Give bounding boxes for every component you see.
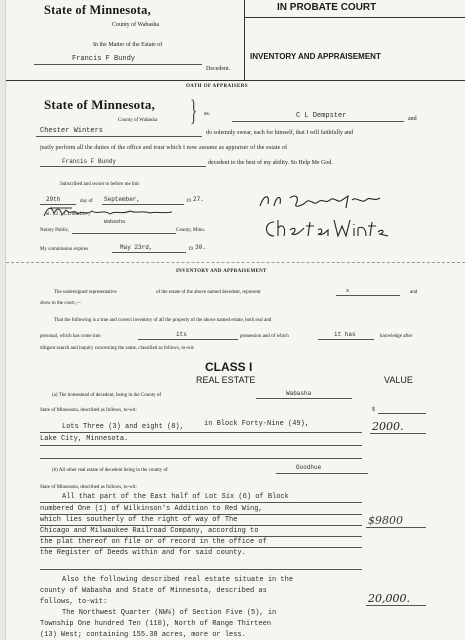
class1-item-b-underline1: [40, 502, 362, 503]
oath-notary-label: Notary Public,: [40, 228, 70, 233]
class1-item-a-desc2-underline: [40, 445, 362, 446]
class1-item-a-value-underline: [370, 433, 426, 434]
oath-solemnly-text: do solemnly swear, each for himself, that I will faithfully and: [206, 130, 354, 136]
header-court-title: IN PROBATE COURT: [277, 2, 377, 13]
class1-item-a-county: Wabasha: [286, 390, 312, 397]
inventory-para1-a: The undersigned representative: [54, 290, 117, 295]
oath-appraiser2-underline: [36, 136, 202, 137]
class1-item-a-desc2: Lake City, Minnesota.: [40, 435, 129, 443]
class1-item-b-desc-line3: which lies southerly of the right of way of The: [40, 516, 238, 524]
inventory-para2-a: That the following is a true and correct inventory of all the property of the above named estate, both real and: [54, 318, 272, 323]
oath-month: September,: [104, 196, 141, 203]
oath-day-of: day of: [80, 199, 93, 204]
class1-item-b-text: (b) All other real estate of decedent being in the county of: [52, 468, 168, 473]
class1-blank-underline: [40, 569, 362, 570]
header-box-divider: [244, 17, 465, 18]
header-decedent-name: Francis F Bundy: [72, 55, 136, 63]
oath-commission-year-prefix: 19: [188, 247, 193, 252]
header-section-title: INVENTORY AND APPRAISEMENT: [250, 52, 381, 61]
class1-item-a-blank-underline: [40, 458, 362, 459]
class1-item-b-underline2: [40, 514, 362, 515]
class1-value-header: VALUE: [384, 375, 413, 385]
inventory-para1-s: s: [346, 288, 350, 294]
inventory-para2-ithas-underline: [318, 339, 374, 340]
class1-nw-value: 20,000.: [368, 592, 410, 605]
class1-item-b-desc-line4: Chicago and Milwaukee Railroad Company, according to: [40, 527, 259, 535]
class1-item-b-county-underline: [276, 473, 368, 474]
inventory-para2-its-underline: [138, 339, 238, 340]
inventory-para2-its: its: [176, 331, 187, 338]
inventory-para2-c: possession and of which: [240, 334, 289, 339]
appraiser-signature2-graphic: [262, 216, 392, 242]
oath-line2: justly perform all the duties of the office and trust which I now assume as appraiser of the estate of: [40, 145, 288, 151]
class1-item-b-value-underline: [366, 527, 426, 528]
oath-title: OATH OF APPRAISERS: [186, 84, 248, 89]
oath-appraiser2: Chester Winters: [40, 127, 104, 135]
class1-item-b-value: $9800: [368, 514, 403, 527]
oath-county-label: County of Wabasha: [118, 118, 158, 123]
class1-item-b-underline3: [40, 525, 362, 526]
class1-item-a-desc1-underline: [40, 432, 362, 433]
class1-nw-line2: Township One hundred Ten (110), North of Range Thirteen: [40, 620, 272, 628]
oath-appraiser1-underline: [232, 121, 404, 122]
class1-item-a-county-underline: [256, 398, 352, 399]
class1-item-b-desc-line1: All that part of the East half of Lot Six (6) of Block: [62, 493, 289, 501]
oath-decedent-underline: [40, 166, 206, 167]
class1-item-a-state: State of Minnesota, described as follows, to-wit:: [40, 408, 137, 413]
appraiser-signature1-graphic: [256, 190, 386, 212]
oath-brace: }: [190, 94, 198, 127]
class1-nw-line3: (13) West; containing 155.38 acres, more or less.: [40, 631, 246, 639]
header-box-left-border: [244, 0, 245, 80]
class1-item-b-desc-line6: the Register of Deeds within and for said county.: [40, 549, 246, 557]
class1-title: CLASS I: [205, 360, 253, 374]
class1-value-a-underline-top: [378, 413, 426, 414]
header-decedent-suffix: Decedent.: [206, 66, 231, 72]
class1-item-a-desc1a: Lots Three (3) and eight (8),: [62, 423, 184, 431]
oath-decedent-name: Francis F Bundy: [62, 158, 117, 165]
class1-item-b-desc-line2: numbered One (1) of Wilkinson's Addition to Red Wing,: [40, 505, 263, 513]
oath-state-title: State of Minnesota,: [44, 97, 156, 112]
header-county-line: County of Wabasha: [112, 22, 160, 28]
inventory-para2-b: personal, which has come into: [40, 334, 101, 339]
header-bottom-rule: [6, 80, 465, 81]
oath-ss: ss.: [204, 111, 211, 117]
oath-commission-underline: [112, 252, 186, 253]
oath-notary-county-suffix: County, Minn.: [176, 228, 205, 233]
class1-item-a-text: (a) The homestead of decedent, being in the County of: [52, 393, 162, 398]
header-state-title: State of Minnesota,: [44, 3, 151, 17]
inventory-para2-ithas: it has: [334, 331, 356, 338]
oath-separator: [6, 262, 465, 263]
class1-item-b-underline4: [40, 536, 362, 537]
class1-item-b-state: State of Minnesota, described as follows, to-wit:: [40, 485, 137, 490]
inventory-para1-and: and: [410, 290, 418, 295]
scan-left-edge: [0, 0, 6, 640]
oath-day: 29th: [46, 196, 61, 203]
class1-also-line2: county of Wabasha and State of Minnesota, described as: [40, 587, 267, 595]
inventory-para1-c: show to the court,—: [40, 301, 81, 306]
class1-item-a-dollar: $: [372, 407, 375, 413]
class1-also-line1: Also the following described real estate situate in the: [62, 576, 294, 584]
class1-item-a-value: 2000.: [372, 420, 404, 433]
oath-year-prefix: 19: [186, 199, 191, 204]
class1-item-b-underline5: [40, 547, 362, 548]
header-decedent-underline: [34, 64, 202, 65]
oath-and1: and: [408, 116, 417, 122]
class1-nw-line1: The Northwest Quarter (NW¼) of Section Five (5), in: [62, 609, 277, 617]
class1-item-a-desc1b: in Block Forty-Nine (49),: [204, 420, 310, 428]
oath-subscribed: Subscribed and sworn to before me this: [60, 182, 140, 187]
oath-commission-year: 30.: [195, 244, 206, 251]
oath-commission-label: My commission expires: [40, 247, 89, 252]
class1-subtitle: REAL ESTATE: [196, 375, 256, 385]
class1-also-line3: follows, to-wit:: [40, 598, 108, 606]
class1-item-b-desc-line5: the plat thereof on file or of record in the office of: [40, 538, 267, 546]
oath-notary-county-underline: [72, 233, 176, 234]
class1-nw-value-underline: [366, 605, 426, 606]
oath-decedent-text: decedent to the best of my ability. So Help Me God.: [208, 160, 333, 166]
inventory-para1-b: of the estate of the above named decedent, represent: [156, 290, 261, 295]
inventory-para2-e: diligent search and inquiry concerning the same, classified as follows, to-wit:: [40, 346, 195, 351]
inventory-title: INVENTORY AND APPRAISEMENT: [176, 269, 267, 274]
header-matter-line: In the Matter of the Estate of: [93, 42, 163, 48]
oath-appraiser1: C L Dempster: [296, 112, 347, 120]
class1-item-b-county: Goodhue: [296, 464, 322, 471]
oath-notary-county: Wabasha: [104, 219, 126, 225]
oath-commission-date: May 23rd,: [120, 244, 153, 251]
inventory-para1-s-underline: [336, 295, 400, 296]
oath-notary-typed-name: W. J. Linmeier,: [46, 211, 92, 217]
inventory-para2-d: knowledge after: [380, 334, 413, 339]
oath-year: 27.: [193, 196, 204, 203]
